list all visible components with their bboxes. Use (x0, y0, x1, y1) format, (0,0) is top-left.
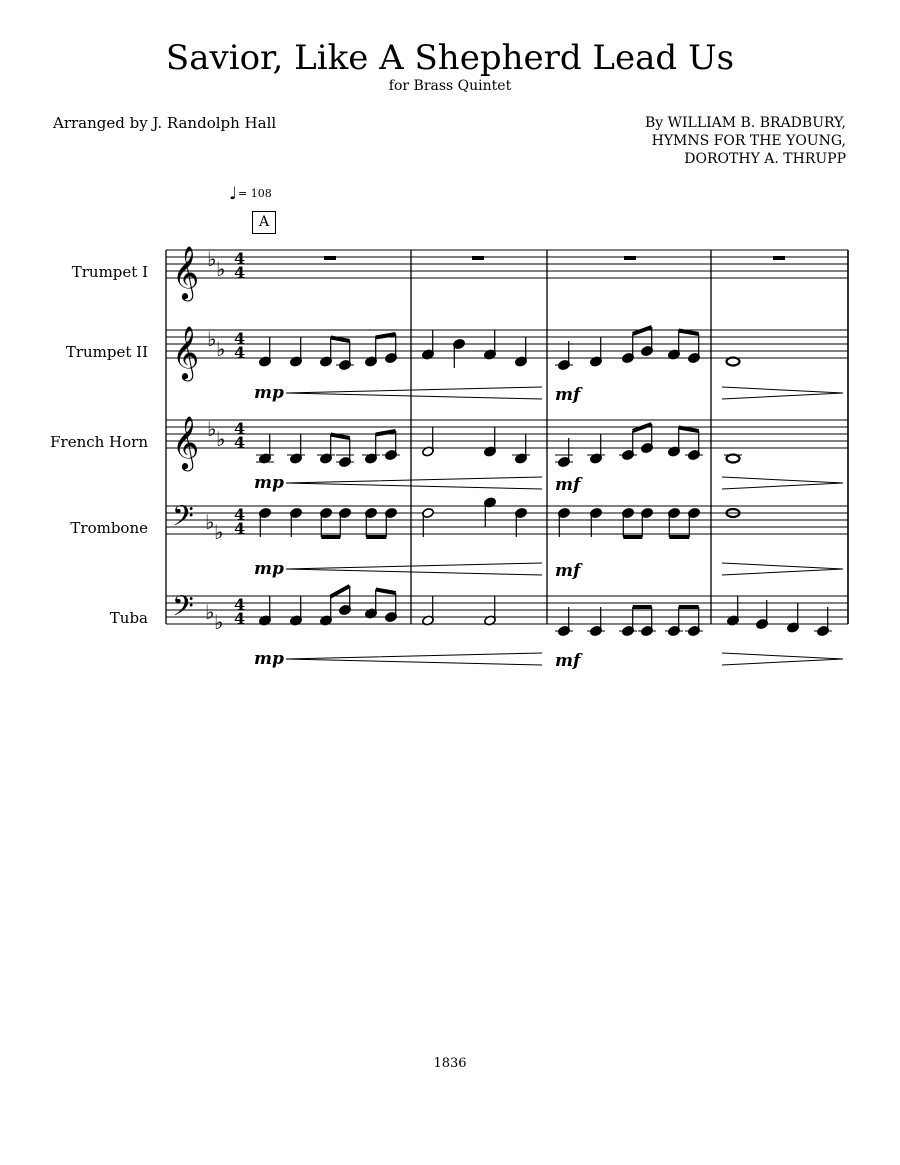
tempo-value: = 108 (238, 187, 272, 200)
dynamic-mp: mp (254, 383, 284, 403)
flat-icon: ♭ (216, 337, 226, 361)
decrescendo-hairpin (722, 653, 843, 665)
whole-rest (324, 256, 336, 260)
whole-note (727, 358, 740, 366)
time-signature-numerator: 4 (234, 505, 246, 524)
instrument-label-trumpet-1: Trumpet I (71, 263, 148, 281)
treble-clef-icon: 𝄞 (172, 325, 200, 379)
flat-icon: ♭ (214, 520, 224, 544)
flat-icon: ♭ (216, 257, 226, 281)
bass-clef-icon: 𝄢 (172, 590, 194, 630)
composer-line: HYMNS FOR THE YOUNG, (651, 133, 846, 149)
time-signature-numerator: 4 (234, 419, 246, 438)
notes-layer (256, 256, 832, 636)
beam (679, 428, 699, 432)
time-signature-denominator: 4 (234, 609, 246, 628)
dynamic-mf: mf (555, 385, 581, 405)
dynamic-mp: mp (254, 559, 284, 579)
bass-clef-icon: 𝄢 (172, 500, 194, 540)
flat-icon: ♭ (207, 327, 217, 351)
treble-clef-icon: 𝄞 (172, 245, 200, 299)
beam (376, 590, 396, 594)
time-signature-denominator: 4 (234, 433, 246, 452)
decrescendo-hairpin (722, 387, 843, 399)
crescendo-hairpin (286, 653, 542, 665)
crescendo-hairpin (286, 387, 542, 399)
dynamic-mf: mf (555, 651, 581, 671)
time-signature-numerator: 4 (234, 249, 246, 268)
beam (679, 331, 699, 335)
time-signature-numerator: 4 (234, 329, 246, 348)
composer-line: DOROTHY A. THRUPP (684, 151, 846, 167)
flat-icon: ♭ (216, 427, 226, 451)
composer-line: By WILLIAM B. BRADBURY, (644, 115, 846, 131)
time-signature-denominator: 4 (234, 343, 246, 362)
time-signature-denominator: 4 (234, 263, 246, 282)
flat-icon: ♭ (207, 417, 217, 441)
arranger-credit: Arranged by J. Randolph Hall (53, 114, 277, 132)
decrescendo-hairpin (722, 477, 843, 489)
dynamic-mp: mp (254, 473, 284, 493)
flat-icon: ♭ (205, 510, 215, 534)
decrescendo-hairpin (722, 563, 843, 575)
flat-icon: ♭ (205, 600, 215, 624)
treble-clef-icon: 𝄞 (172, 415, 200, 469)
flat-icon: ♭ (214, 610, 224, 634)
beam (331, 586, 350, 597)
flat-icon: ♭ (207, 247, 217, 271)
whole-note (727, 455, 740, 463)
dynamic-mf: mf (555, 475, 581, 495)
beam (331, 435, 350, 439)
page-number: 1836 (433, 1056, 467, 1071)
whole-rest (773, 256, 785, 260)
score-subtitle: for Brass Quintet (388, 78, 512, 94)
crescendo-hairpin (286, 477, 542, 489)
score-title: Savior, Like A Shepherd Lead Us (165, 38, 735, 78)
beam (331, 338, 350, 342)
time-signature-denominator: 4 (234, 519, 246, 538)
instrument-label-tuba: Tuba (109, 609, 148, 627)
time-signature-numerator: 4 (234, 595, 246, 614)
instrument-label-trombone: Trombone (70, 519, 148, 537)
instrument-label-french-horn: French Horn (50, 433, 148, 451)
whole-rest (624, 256, 636, 260)
rehearsal-mark: A (252, 211, 276, 234)
quarter-note-icon: ♩ (229, 184, 238, 204)
crescendo-hairpin (286, 563, 542, 575)
instrument-label-trumpet-2: Trumpet II (65, 343, 148, 361)
whole-rest (472, 256, 484, 260)
dynamic-mf: mf (555, 561, 581, 581)
dynamic-mp: mp (254, 649, 284, 669)
